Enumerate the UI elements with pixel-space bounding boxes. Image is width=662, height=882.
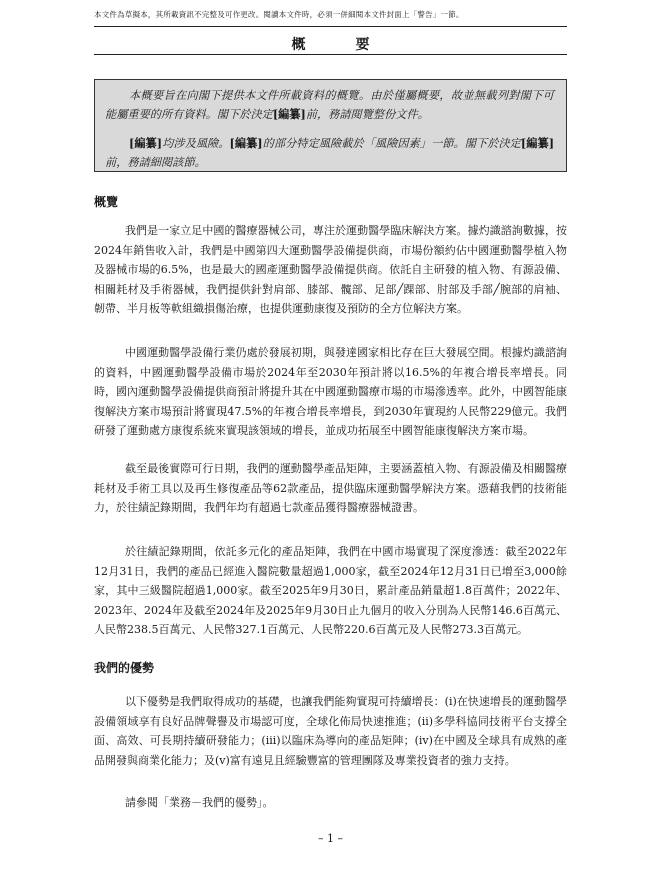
overview-paragraph-3: 截至最後實際可行日期，我們的運動醫學產品矩陣，主要涵蓋植入物、有源設備及相關醫療耗材及手術工具以及再生修復產品等62款產品，提供臨床運動醫學解決方案。憑藉我們的技術能力，於往績記錄期間，我們年均有超過七款產品獲得醫療器械證書。 xyxy=(94,462,567,515)
title-rule xyxy=(94,54,567,55)
redacted-marker: [編纂] xyxy=(129,136,163,150)
strengths-heading: 我們的優勢 xyxy=(94,661,155,675)
overview-paragraph-1: 我們是一家立足中國的醫療器械公司，專注於運動醫學臨床解決方案。據灼識諮詢數據，按2024年銷售收入計，我們是中國第四大運動醫學設備提供商，市場份額約佔中國運動醫學植入物及器械市場的6.5%，也是最大的國產運動醫學設備提供商。依託自主研發的植入物、有源設備、相關耗材及手術器械，我們提供針對肩部、膝部、髖部、足部╱踝部、肘部及手部╱腕部的肩袖、韌帶、半月板等軟組織損傷治療，也提供運動康復及預防的全方位解決方案。 xyxy=(94,224,567,316)
overview-paragraph-2: 中國運動醫學設備行業仍處於發展初期，與發達國家相比存在巨大發展空間。根據灼識諮詢的資料，中國運動醫學設備市場於2024年至2030年預計將以16.5%的年複合增長率增長。同時，國內運動醫學設備提供商預計將提升其在中國運動醫療市場的市場滲透率。此外，中國智能康復解決方案市場預計將實現47.5%的年複合增長率增長，到2030年實現約人民幣229億元。我們研發了運動處方康復系統來實現該領域的增長，並成功拓展至中國智能康復解決方案市場。 xyxy=(94,346,567,438)
page-number: – 1 – xyxy=(318,832,343,845)
notice-paragraph-2: [編纂]均涉及風險。[編纂]的部分特定風險載於「風險因素」一節。閣下於決定[編纂]前，務請細閱該節。 xyxy=(105,136,554,169)
redacted-marker: [編纂] xyxy=(272,107,306,121)
draft-warning-header: 本文件為草擬本，其所載資訊不完整及可作更改。閱讀本文件時，必須一併細閱本文件封面上「警告」一節。 xyxy=(94,10,464,19)
redacted-marker: [編纂] xyxy=(229,136,263,150)
page-title: 概 要 xyxy=(291,37,388,53)
overview-paragraph-4: 於往績記錄期間，依託多元化的產品矩陣，我們在中國市場實現了深度滲透：截至2022年12月31日，我們的產品已經進入醫院數量超過1,000家，截至2024年12月31日已增至3,000餘家，其中三級醫院超過1,000家。截至2025年9月30日，累計產品銷量超1.8百萬件；2022年、2023年、2024年及截至2024年及2025年9月30日止九個月的收入分別為人民幣146.6百萬元、人民幣238.5百萬元、人民幣327.1百萬元、人民幣220.6百萬元及人民幣273.3百萬元。 xyxy=(94,545,567,637)
summary-notice-box xyxy=(94,79,567,172)
overview-heading: 概覽 xyxy=(94,195,119,209)
strengths-paragraph-1: 以下優勢是我們取得成功的基礎，也讓我們能夠實現可持續增長：(i)在快速增長的運動醫學設備領域享有良好品牌聲譽及市場認可度，全球化佈局快速推進；(ii)多學科協同技術平台支撐全面、高效、可長期持續研發能力；(iii)以臨床為導向的產品矩陣；(iv)在中國及全球具有成熟的產品開發與商業化能力；及(v)富有遠見且經驗豐富的管理團隊及專業投資者的強力支持。 xyxy=(94,695,567,767)
header-rule xyxy=(94,26,567,27)
notice-paragraph-1: 本概要旨在向閣下提供本文件所載資料的概覽。由於僅屬概要，故並無載列對閣下可能屬重要的所有資料。閣下於決定[編纂]前，務請閱覽整份文件。 xyxy=(105,89,554,121)
strengths-paragraph-2: 請參閱「業務－我們的優勢」。 xyxy=(125,796,274,809)
redacted-marker: [編纂] xyxy=(520,136,554,150)
